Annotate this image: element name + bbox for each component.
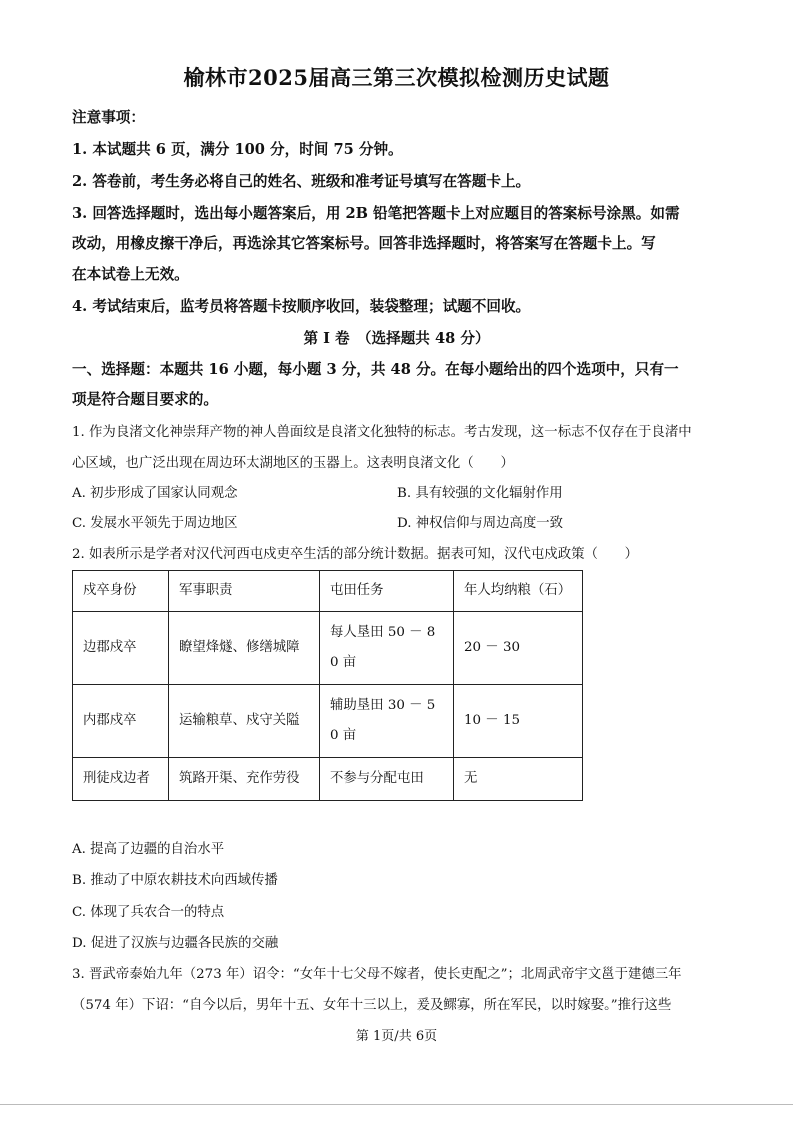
page-footer: 第 1页/共 6页 xyxy=(355,1029,438,1044)
table-cell: 辅助垦田 30 － 50 亩 xyxy=(320,685,454,758)
q2-data-table xyxy=(72,570,583,801)
q3-stem-line-2: （574 年）下诏：“自今以后，男年十五、女年十三以上，爰及鳏寡，所在军民，以时嫁娶。”推行这些 xyxy=(72,998,672,1013)
table-header-cell: 屯田任务 xyxy=(320,571,454,612)
table-cell: 20 － 30 xyxy=(454,612,583,685)
table-header-cell: 戍卒身份 xyxy=(73,571,169,612)
table-cell: 不参与分配屯田 xyxy=(320,758,454,801)
table-cell: 无 xyxy=(454,758,583,801)
table-row xyxy=(73,758,583,801)
section-intro-line-1: 一、选择题：本题共 16 小题，每小题 3 分，共 48 分。在每小题给出的四个选项中，只有一 xyxy=(72,361,679,378)
q1-option-d: D. 神权信仰与周边高度一致 xyxy=(397,516,564,531)
bottom-divider xyxy=(0,1104,793,1105)
section-heading: 第 I 卷 （选择题共 48 分） xyxy=(303,330,490,347)
table-cell: 瞭望烽燧、修缮城障 xyxy=(169,612,320,685)
q1-option-b: B. 具有较强的文化辐射作用 xyxy=(397,486,563,501)
table-cell: 每人垦田 50 － 80 亩 xyxy=(320,612,454,685)
q2-stem: 2. 如表所示是学者对汉代河西屯戍吏卒生活的部分统计数据。据表可知，汉代屯戍政策（ ） xyxy=(72,547,639,562)
table-cell: 10 － 15 xyxy=(454,685,583,758)
table-cell: 内郡戍卒 xyxy=(73,685,169,758)
q2-option-a: A. 提高了边疆的自治水平 xyxy=(72,842,225,857)
table-header-cell: 年人均纳粮（石） xyxy=(454,571,583,612)
page-title: 榆林市2025届高三第三次模拟检测历史试题 xyxy=(183,65,610,90)
table-cell: 运输粮草、戍守关隘 xyxy=(169,685,320,758)
note-item-3-line-1: 3. 回答选择题时，选出每小题答案后，用 2B 铅笔把答题卡上对应题目的答案标号涂黑。如需 xyxy=(72,205,680,222)
table-row xyxy=(73,612,583,685)
q1-option-a: A. 初步形成了国家认同观念 xyxy=(72,486,238,501)
q2-option-b: B. 推动了中原农耕技术向西域传播 xyxy=(72,873,278,888)
note-item-4: 4. 考试结束后，监考员将答题卡按顺序收回，装袋整理；试题不回收。 xyxy=(72,298,531,315)
q1-option-c: C. 发展水平领先于周边地区 xyxy=(72,516,238,531)
q2-option-d: D. 促进了汉族与边疆各民族的交融 xyxy=(72,936,279,951)
q1-stem-line-2: 心区域，也广泛出现在周边环太湖地区的玉器上。这表明良渚文化（ ） xyxy=(72,456,514,471)
section-intro-line-2: 项是符合题目要求的。 xyxy=(72,391,218,408)
table-cell: 边郡戍卒 xyxy=(73,612,169,685)
note-item-1: 1. 本试题共 6 页，满分 100 分，时间 75 分钟。 xyxy=(72,141,403,158)
table-header-row xyxy=(73,571,583,612)
table-cell: 筑路开渠、充作劳役 xyxy=(169,758,320,801)
q1-stem-line-1: 1. 作为良渚文化神崇拜产物的神人兽面纹是良渚文化独特的标志。考古发现，这一标志不仅存在于良渚中 xyxy=(72,425,692,440)
note-item-2: 2. 答卷前，考生务必将自己的姓名、班级和准考证号填写在答题卡上。 xyxy=(72,173,531,190)
table-header-cell: 军事职责 xyxy=(169,571,320,612)
table-row xyxy=(73,685,583,758)
q2-option-c: C. 体现了兵农合一的特点 xyxy=(72,905,225,920)
table-cell: 刑徒戍边者 xyxy=(73,758,169,801)
note-item-3-line-3: 在本试卷上无效。 xyxy=(72,266,189,283)
note-item-3-line-2: 改动，用橡皮擦干净后，再选涂其它答案标号。回答非选择题时，将答案写在答题卡上。写 xyxy=(72,235,656,252)
q3-stem-line-1: 3. 晋武帝泰始九年（273 年）诏令：“女年十七父母不嫁者，使长吏配之”；北周武帝宇文邕于建德三年 xyxy=(72,967,682,982)
notes-heading: 注意事项： xyxy=(72,109,145,126)
